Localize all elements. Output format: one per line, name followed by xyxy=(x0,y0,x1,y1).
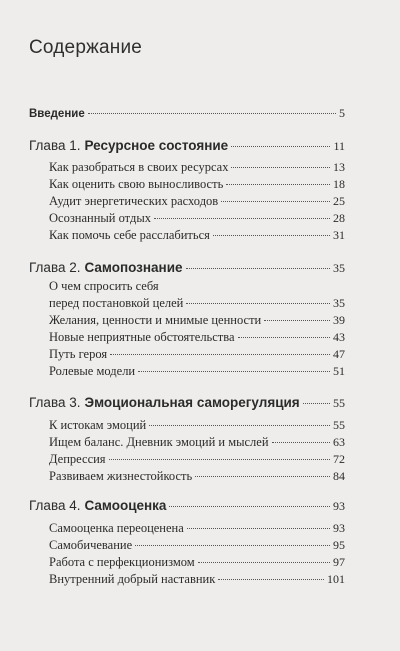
toc-page-number: 25 xyxy=(333,194,345,208)
toc-section[interactable] xyxy=(49,452,345,467)
dot-leader xyxy=(226,184,330,185)
toc-section[interactable] xyxy=(49,555,345,570)
toc-chapter-2[interactable] xyxy=(29,260,345,276)
toc-page-number: 18 xyxy=(333,177,345,191)
toc-entry-label: Как разобраться в своих ресурсах xyxy=(49,160,229,174)
toc-section[interactable] xyxy=(49,538,345,553)
chapter-number: Глава 2. xyxy=(29,260,81,275)
toc-entry-label: Ищем баланс. Дневник эмоций и мыслей xyxy=(49,435,269,449)
toc-page-number: 5 xyxy=(339,106,345,120)
toc-page-number: 28 xyxy=(333,211,345,225)
toc-page-number: 13 xyxy=(333,160,345,174)
toc-page-number: 84 xyxy=(333,469,345,483)
toc-section[interactable] xyxy=(49,228,345,243)
toc-section-label-line1: О чем спросить себя xyxy=(49,279,159,293)
page-title: Содержание xyxy=(29,37,143,58)
toc-entry-label: Депрессия xyxy=(49,452,106,466)
toc-chapter-3[interactable] xyxy=(29,395,345,411)
toc-page-number: 93 xyxy=(333,499,345,513)
toc-section[interactable] xyxy=(49,572,345,587)
toc-page-number: 47 xyxy=(333,347,345,361)
toc-entry-label: Осознанный отдых xyxy=(49,211,151,225)
toc-entry-label: Как помочь себе расслабиться xyxy=(49,228,210,242)
dot-leader xyxy=(186,268,330,269)
dot-leader xyxy=(110,354,330,355)
toc-section[interactable] xyxy=(49,418,345,433)
toc-section[interactable] xyxy=(49,177,345,192)
toc-page-number: 95 xyxy=(333,538,345,552)
chapter-number: Глава 1. xyxy=(29,138,81,153)
toc-entry-label: Путь героя xyxy=(49,347,108,361)
chapter-title: Ресурсное состояние xyxy=(84,138,229,153)
chapter-title: Самооценка xyxy=(84,498,167,513)
toc-entry-label: К истокам эмоций xyxy=(49,418,147,432)
toc-page-number: 101 xyxy=(327,572,345,586)
toc-entry-label: Внутренний добрый наставник xyxy=(49,572,216,586)
dot-leader xyxy=(186,303,330,304)
toc-section[interactable] xyxy=(49,211,345,226)
toc-page-number: 31 xyxy=(333,228,345,242)
toc-section[interactable] xyxy=(49,521,345,536)
toc-page-number: 35 xyxy=(333,296,345,310)
toc-section[interactable] xyxy=(49,435,345,450)
toc-section[interactable] xyxy=(49,347,345,362)
toc-section[interactable] xyxy=(49,296,345,311)
dot-leader xyxy=(187,528,330,529)
toc-entry-label: Новые неприятные обстоятельства xyxy=(49,330,235,344)
toc-entry-label: перед постановкой целей xyxy=(49,296,184,310)
toc-section[interactable] xyxy=(49,330,345,345)
toc-page-number: 55 xyxy=(333,418,345,432)
dot-leader xyxy=(231,146,330,147)
toc-page-number: 55 xyxy=(333,396,345,410)
toc-entry-intro[interactable] xyxy=(29,106,345,121)
dot-leader xyxy=(169,506,330,507)
toc-page-number: 39 xyxy=(333,313,345,327)
dot-leader xyxy=(272,442,330,443)
chapter-number: Глава 3. xyxy=(29,395,81,410)
toc-section[interactable] xyxy=(49,469,345,484)
toc-entry-label: Работа с перфекционизмом xyxy=(49,555,195,569)
dot-leader xyxy=(109,459,330,460)
toc-chapter-1[interactable] xyxy=(29,138,345,154)
toc-page-number: 97 xyxy=(333,555,345,569)
dot-leader xyxy=(218,579,324,580)
dot-leader xyxy=(231,167,330,168)
dot-leader xyxy=(88,113,336,114)
dot-leader xyxy=(213,235,330,236)
dot-leader xyxy=(198,562,330,563)
toc-entry-label: Ролевые модели xyxy=(49,364,136,378)
toc-entry-label: Развиваем жизнестойкость xyxy=(49,469,193,483)
dot-leader xyxy=(303,403,330,404)
dot-leader xyxy=(149,425,330,426)
toc-entry-label: Самооценка переоценена xyxy=(49,521,184,535)
dot-leader xyxy=(135,545,330,546)
toc-entry-label: Желания, ценности и мнимые ценности xyxy=(49,313,262,327)
dot-leader xyxy=(195,476,330,477)
dot-leader xyxy=(264,320,330,321)
chapter-title: Эмоциональная саморегуляция xyxy=(84,395,300,410)
chapter-title: Самопознание xyxy=(84,260,183,275)
toc-page-number: 43 xyxy=(333,330,345,344)
toc-entry-label: Самобичевание xyxy=(49,538,133,552)
toc-section[interactable] xyxy=(49,364,345,379)
toc-page-number: 11 xyxy=(333,139,345,153)
dot-leader xyxy=(138,371,330,372)
toc-section[interactable] xyxy=(49,313,345,328)
toc-entry-label: Аудит энергетических расходов xyxy=(49,194,219,208)
toc-page-number: 51 xyxy=(333,364,345,378)
toc-page-number: 63 xyxy=(333,435,345,449)
toc-section[interactable] xyxy=(49,160,345,175)
toc-entry-label: Как оценить свою выносливость xyxy=(49,177,224,191)
dot-leader xyxy=(221,201,330,202)
toc-section[interactable] xyxy=(49,194,345,209)
toc-entry-label: Введение xyxy=(29,108,85,120)
toc-page-number: 93 xyxy=(333,521,345,535)
toc-chapter-4[interactable] xyxy=(29,498,345,514)
toc-page-number: 72 xyxy=(333,452,345,466)
dot-leader xyxy=(154,218,330,219)
toc-page-number: 35 xyxy=(333,261,345,275)
chapter-number: Глава 4. xyxy=(29,498,81,513)
dot-leader xyxy=(238,337,330,338)
